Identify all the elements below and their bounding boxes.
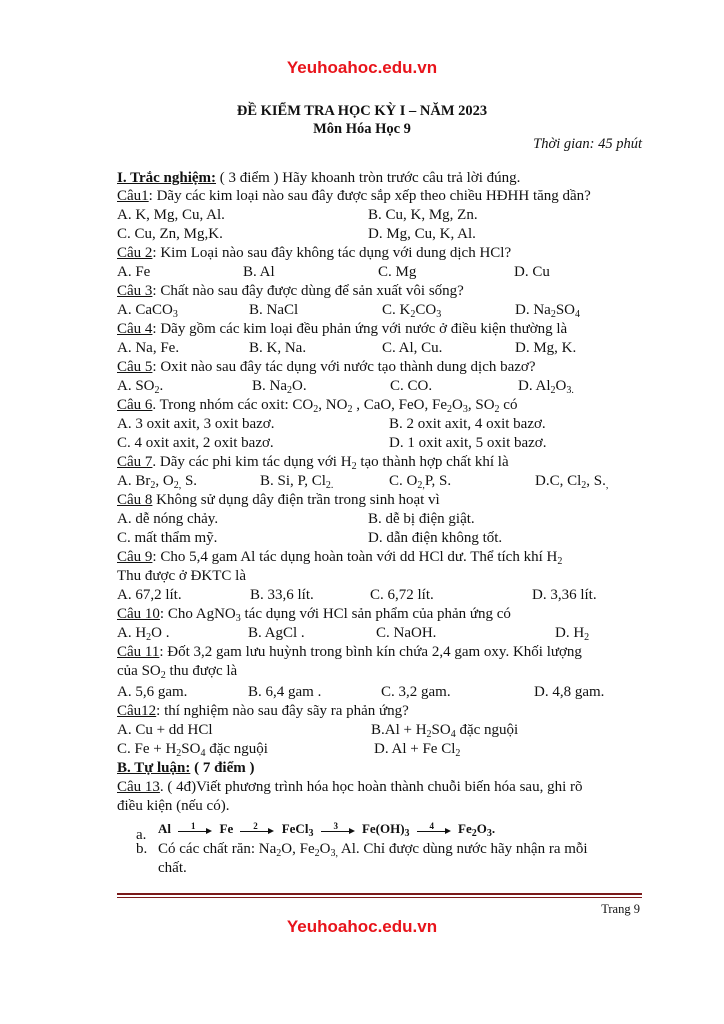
chain-fe: Fe bbox=[219, 821, 234, 836]
section1-instruction: ( 3 điểm ) Hãy khoanh tròn trước câu trả lời đúng. bbox=[216, 170, 521, 186]
q13-part-a bbox=[117, 820, 642, 842]
q6-label: Câu 6 bbox=[117, 397, 153, 413]
q12-option-a: A. Cu + dd HCl bbox=[117, 722, 213, 738]
q1-options-row2 bbox=[117, 225, 642, 243]
q12-stem bbox=[117, 702, 642, 720]
q13-stem bbox=[117, 778, 642, 796]
section2-points: ( 7 điểm ) bbox=[190, 760, 255, 776]
page-number: Trang 9 bbox=[601, 902, 640, 916]
q8-options-row2 bbox=[117, 529, 642, 547]
q3-option-c: C. $K_2CO_3$ bbox=[382, 302, 442, 320]
q5-options bbox=[117, 377, 642, 395]
q13-part-b-text2: chất. bbox=[158, 860, 187, 876]
q12-text: : thí nghiệm nào sau đây sãy ra phản ứng? bbox=[156, 703, 409, 719]
q12-option-d: D. Al + Fe $Cl_2$ bbox=[374, 741, 461, 759]
q12-option-b: $B.Al + H_2SO_4$ đặc nguội bbox=[371, 722, 519, 740]
q10-stem: Câu 10: Cho AgNO$_3$ tác dụng với HCl sản phẩm của phản ứng có bbox=[117, 606, 511, 624]
arrow-4-label: 4 bbox=[429, 821, 435, 832]
section1-title: I. Trắc nghiệm: bbox=[117, 170, 217, 186]
footer-rule-thick bbox=[117, 893, 642, 895]
watermark-top: Yeuhoahoc.edu.vn bbox=[286, 58, 438, 77]
q13-stem-cont: điều kiện (nếu có). bbox=[117, 798, 230, 814]
q11-label: Câu 11 bbox=[117, 644, 160, 660]
q11-options bbox=[117, 683, 642, 701]
q12-options-row2 bbox=[117, 740, 642, 758]
q7-option-a: A. $Br_2$, $O_{2,}$ S. bbox=[117, 473, 198, 491]
q6-option-c: C. 4 oxit axit, 2 oxit bazơ. bbox=[117, 435, 274, 451]
q9-stem-cont: Thu được ở ĐKTC là bbox=[117, 568, 246, 584]
q1-options-row1 bbox=[117, 206, 642, 224]
watermark-bottom: Yeuhoahoc.edu.vn bbox=[286, 917, 438, 936]
q4-text: : Dãy gồm các kim loại đều phản ứng với nước ở điều kiện thường là bbox=[152, 321, 568, 337]
q1-label: Câu1 bbox=[117, 188, 149, 204]
q9-label: Câu 9 bbox=[117, 549, 153, 565]
q8-option-b: B. dễ bị điện giật. bbox=[368, 511, 475, 527]
q1-option-b: B. Cu, K, Mg, Zn. bbox=[368, 207, 478, 223]
q6-stem: Câu 6. Trong nhóm các oxit: $CO_2$, $NO_2$ , CaO, FeO, $Fe_2O_3$, $SO_2$ có bbox=[117, 397, 518, 415]
q4-option-d: D. Mg, K. bbox=[515, 340, 577, 356]
q11-option-b: B. 6,4 gam . bbox=[248, 684, 322, 700]
q7-stem: Câu 7. Dãy các phi kim tác dụng với $H_2$ tạo thành hợp chất khí là bbox=[117, 454, 509, 472]
q8-stem bbox=[117, 491, 642, 509]
q2-option-a: A. Fe bbox=[117, 264, 151, 280]
q8-text: Không sử dụng dây điện trần trong sinh hoạt vì bbox=[152, 492, 440, 508]
q10-option-c: C. NaOH. bbox=[376, 625, 437, 641]
q9-option-a: A. 67,2 lít. bbox=[117, 587, 182, 603]
exam-time: Thời gian: 45 phút bbox=[533, 136, 642, 152]
q2-stem bbox=[117, 244, 642, 262]
q2-label: Câu 2 bbox=[117, 245, 153, 261]
arrow-2-icon bbox=[240, 821, 274, 836]
q13-marker-a: a. bbox=[136, 827, 147, 843]
q5-option-b: B. $Na_2O$. bbox=[252, 378, 307, 396]
q6-options-row1 bbox=[117, 415, 642, 433]
q4-option-a: A. Na, Fe. bbox=[117, 340, 180, 356]
q7-option-c: C. $O_{2,}P$, S. bbox=[389, 473, 452, 491]
q10-option-b: B. AgCl . bbox=[248, 625, 305, 641]
q3-label: Câu 3 bbox=[117, 283, 153, 299]
q8-option-a: A. dễ nóng chảy. bbox=[117, 511, 219, 527]
q3-options bbox=[117, 301, 642, 319]
q9-option-b: B. 33,6 lít. bbox=[250, 587, 314, 603]
footer-rule-thin bbox=[117, 897, 642, 898]
q5-label: Câu 5 bbox=[117, 359, 153, 375]
q7-option-b: B. Si, P, $Cl_{2.}$ bbox=[260, 473, 334, 491]
q11-option-c: C. 3,2 gam. bbox=[381, 684, 451, 700]
chain-feoh3: $Fe(OH)_3$ bbox=[361, 821, 410, 839]
q8-option-c: C. mất thẩm mỹ. bbox=[117, 530, 218, 546]
q5-option-d: D. $Al_2O_{3.}$ bbox=[518, 378, 574, 396]
q3-option-d: D. $Na_2SO_4$ bbox=[515, 302, 581, 320]
q6-option-a: A. 3 oxit axit, 3 oxit bazơ. bbox=[117, 416, 275, 432]
q3-stem bbox=[117, 282, 642, 300]
q2-text: : Kim Loại nào sau đây không tác dụng với dung dịch HCl? bbox=[152, 245, 512, 261]
q13-label: Câu 13 bbox=[117, 779, 160, 795]
arrow-1-label: 1 bbox=[191, 821, 196, 832]
chain-fe2o3: $Fe_2O_3$. bbox=[458, 821, 496, 839]
q11-text2: thu được là bbox=[165, 663, 238, 679]
q12-options-row1 bbox=[117, 721, 642, 739]
q3-text: : Chất nào sau đây được dùng để sản xuất vôi sống? bbox=[152, 283, 464, 299]
q1-option-c: C. Cu, Zn, Mg,K. bbox=[117, 226, 223, 242]
q13-part-b-text: Có các chất răn: $Na_2O$, $Fe_2O_{3,}$ Al. Chỉ được dùng nước hãy nhận ra mỗi bbox=[158, 841, 588, 859]
q1-stem bbox=[117, 187, 642, 205]
q6-options-row2 bbox=[117, 434, 642, 452]
q4-stem bbox=[117, 320, 642, 338]
q1-option-d: D. Mg, Cu, K, Al. bbox=[368, 226, 476, 242]
q4-option-c: C. Al, Cu. bbox=[382, 340, 443, 356]
q4-options bbox=[117, 339, 642, 357]
arrow-4-icon bbox=[417, 821, 451, 836]
q7-options bbox=[117, 472, 642, 490]
exam-subject: Môn Hóa Học 9 bbox=[313, 121, 411, 137]
q11-stem bbox=[117, 643, 642, 661]
q3-option-b: B. NaCl bbox=[249, 302, 299, 318]
q2-option-b: B. Al bbox=[243, 264, 275, 280]
arrow-2-label: 2 bbox=[253, 821, 258, 832]
q9-text: : Cho 5,4 gam Al tác dụng hoàn toàn với dd HCl dư. Thể tích khí H bbox=[152, 549, 558, 565]
q8-option-d: D. dẫn điện không tốt. bbox=[368, 530, 503, 546]
q11-stem-cont: của $SO_2$ thu được là bbox=[117, 663, 238, 681]
q8-label: Câu 8 bbox=[117, 492, 153, 508]
q3-option-a: A. CaCO$_3$ bbox=[117, 302, 178, 320]
q2-options bbox=[117, 263, 642, 281]
q11-option-a: A. 5,6 gam. bbox=[117, 684, 188, 700]
q13-part-b-cont bbox=[117, 859, 642, 877]
q13-part-b bbox=[117, 840, 642, 858]
q8-options-row1 bbox=[117, 510, 642, 528]
q10-option-a: A. $H_2O$ . bbox=[117, 625, 170, 643]
q7-option-d: D.C, $Cl_2$, $S._,$ bbox=[535, 473, 609, 491]
q6-option-b: B. 2 oxit axit, 4 oxit bazơ. bbox=[389, 416, 546, 432]
q9-stem: Câu 9: Cho 5,4 gam Al tác dụng hoàn toàn với dd HCl dư. Thể tích khí $H_2$ bbox=[117, 549, 563, 567]
q10-options bbox=[117, 624, 642, 642]
q5-option-c: C. CO. bbox=[390, 378, 433, 394]
section1-heading bbox=[117, 169, 642, 187]
q11-text: : Đốt 3,2 gam lưu huỳnh trong bình kín chứa 2,4 gam oxy. Khối lượng bbox=[159, 644, 582, 660]
q5-option-a: A. $SO_2$. bbox=[117, 378, 164, 396]
q12-label: Câu12 bbox=[117, 703, 157, 719]
q2-option-d: D. Cu bbox=[514, 264, 550, 280]
q5-text: : Oxit nào sau đây tác dụng với nước tạo thành dung dịch bazơ? bbox=[152, 359, 536, 375]
q6-option-d: D. 1 oxit axit, 5 oxit bazơ. bbox=[389, 435, 547, 451]
q9-options bbox=[117, 586, 642, 604]
q10-label: Câu 10 bbox=[117, 606, 160, 622]
chain-fecl3: FeCl$_3$ bbox=[281, 821, 314, 839]
q7-label: Câu 7 bbox=[117, 454, 153, 470]
q1-option-a: A. K, Mg, Cu, Al. bbox=[117, 207, 225, 223]
q2-option-c: C. Mg bbox=[378, 264, 417, 280]
q4-option-b: B. K, Na. bbox=[249, 340, 307, 356]
arrow-3-label: 3 bbox=[333, 821, 338, 832]
reaction-chain bbox=[158, 820, 495, 838]
q9-option-d: D. 3,36 lít. bbox=[532, 587, 597, 603]
q4-label: Câu 4 bbox=[117, 321, 153, 337]
section2-heading bbox=[117, 759, 642, 777]
q12-option-c: C. $Fe + H_2SO_4$ đặc nguội bbox=[117, 741, 268, 759]
q10-option-d: D. $H_2$ bbox=[555, 625, 590, 643]
q5-stem bbox=[117, 358, 642, 376]
exam-title: ĐỀ KIỂM TRA HỌC KỲ I – NĂM 2023 bbox=[236, 103, 488, 119]
chain-al: Al bbox=[158, 821, 171, 836]
q1-text: : Dãy các kim loại nào sau đây được sắp xếp theo chiều HĐHH tăng dần? bbox=[148, 188, 591, 204]
section2-title: B. Tự luận: bbox=[117, 760, 191, 776]
arrow-1-icon bbox=[178, 821, 212, 836]
q11-option-d: D. 4,8 gam. bbox=[534, 684, 605, 700]
q13-marker-b: b. bbox=[136, 841, 148, 857]
q9-option-c: C. 6,72 lít. bbox=[370, 587, 434, 603]
arrow-3-icon bbox=[321, 821, 355, 836]
q13-text: . ( 4đ)Viết phương trình hóa học hoàn thành chuỗi biến hóa sau, ghi rõ bbox=[159, 779, 583, 795]
